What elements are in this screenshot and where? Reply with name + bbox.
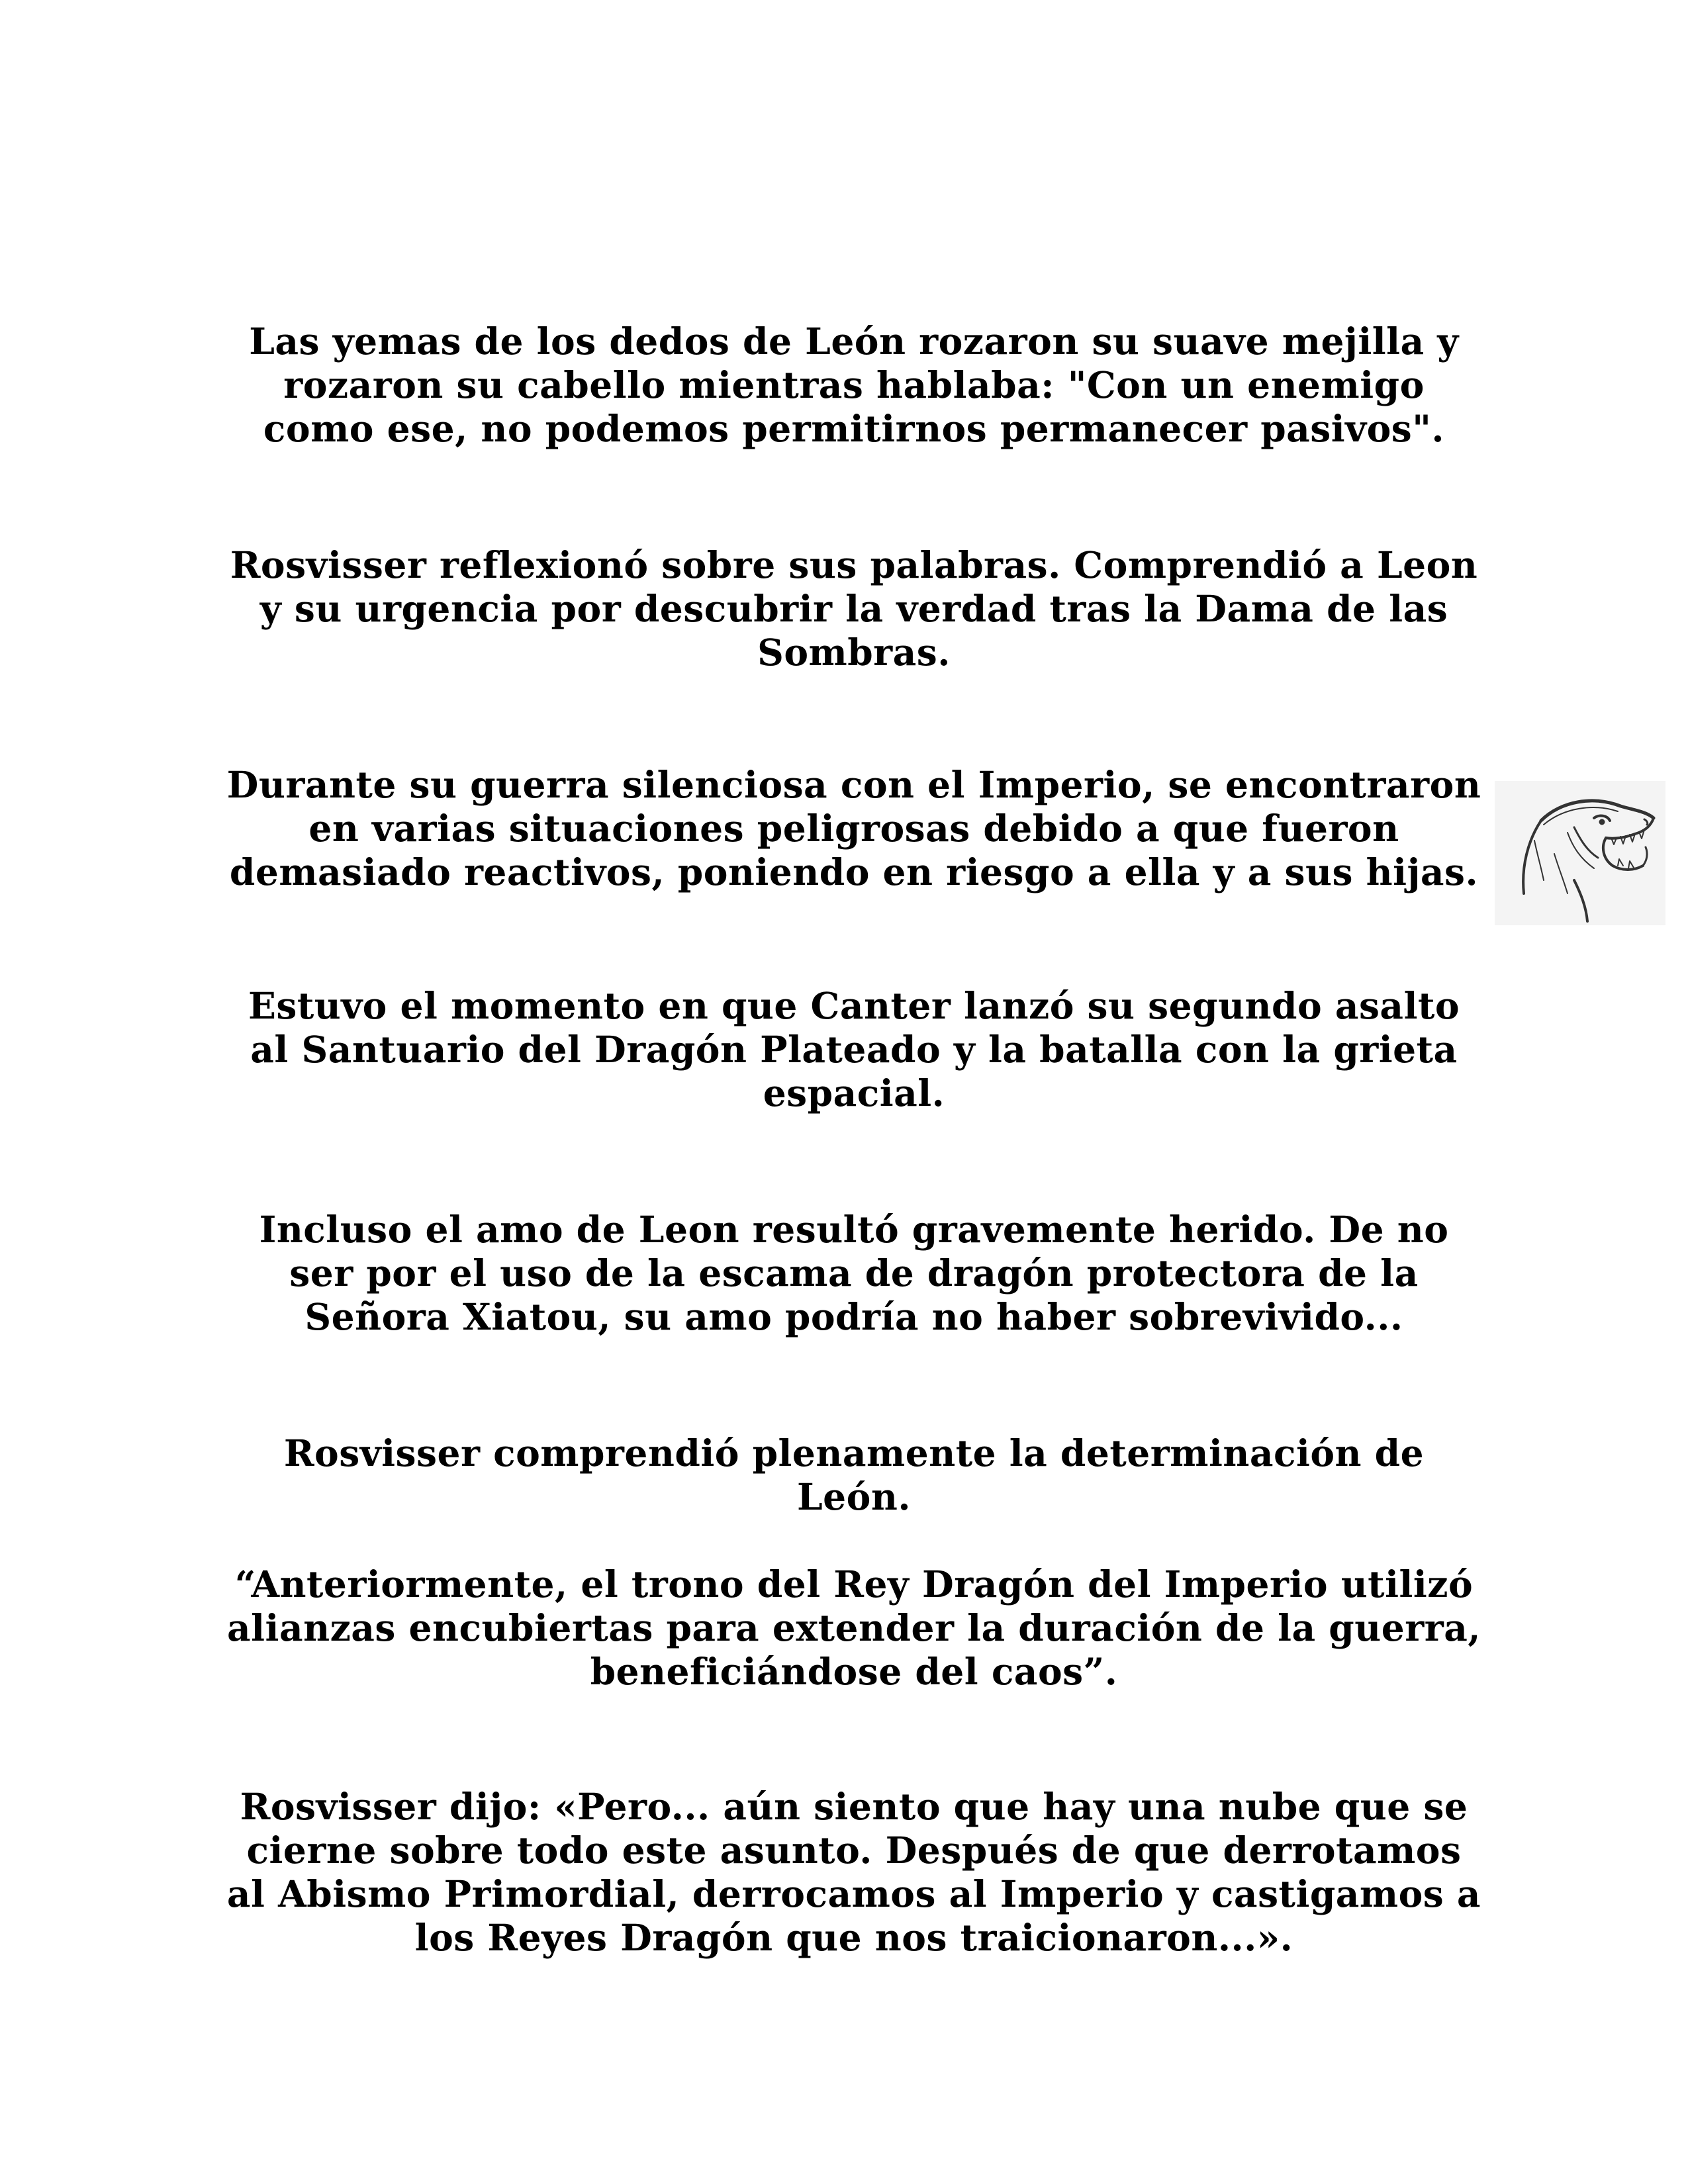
paragraph-4: Estuvo el momento en que Canter lanzó su segundo asalto al Santuario del Dragón Plateado y la batalla con la grieta espacial.: [248, 984, 1460, 1115]
paragraph-6: Rosvisser comprendió plenamente la determinación de León.: [283, 1432, 1425, 1518]
paragraph-2: Rosvisser reflexionó sobre sus palabras. Comprendió a Leon y su urgencia por descubrir la verdad tras la Dama de las Sombras.: [230, 543, 1478, 674]
dinosaur-head-sketch-icon: [1495, 781, 1665, 925]
paragraph-3: Durante su guerra silenciosa con el Imperio, se encontraron en varias situaciones peligrosas debido a que fueron demasiado reactivos, poniendo en riesgo a ella y a sus hijas.: [226, 763, 1481, 893]
paragraph-1: Las yemas de los dedos de León rozaron su suave mejilla y rozaron su cabello mientras hablaba: "Con un enemigo como ese, no podemos permitirnos permanecer pasivos".: [249, 320, 1459, 450]
paragraph-8: Rosvisser dijo: «Pero... aún siento que hay una nube que se cierne sobre todo este asunto. Después de que derrotamos al Abismo Primordial, derrocamos al Imperio y castigamos a los Reyes Dragón que nos traicionaron...».: [226, 1785, 1481, 1959]
paragraph-7: “Anteriormente, el trono del Rey Dragón del Imperio utilizó alianzas encubiertas para extender la duración de la guerra, beneficiándose del caos”.: [227, 1563, 1481, 1693]
paragraph-5: Incluso el amo de Leon resultó gravemente herido. De no ser por el uso de la escama de dragón protectora de la Señora Xiatou, su amo podría no haber sobrevivido...: [259, 1208, 1449, 1338]
